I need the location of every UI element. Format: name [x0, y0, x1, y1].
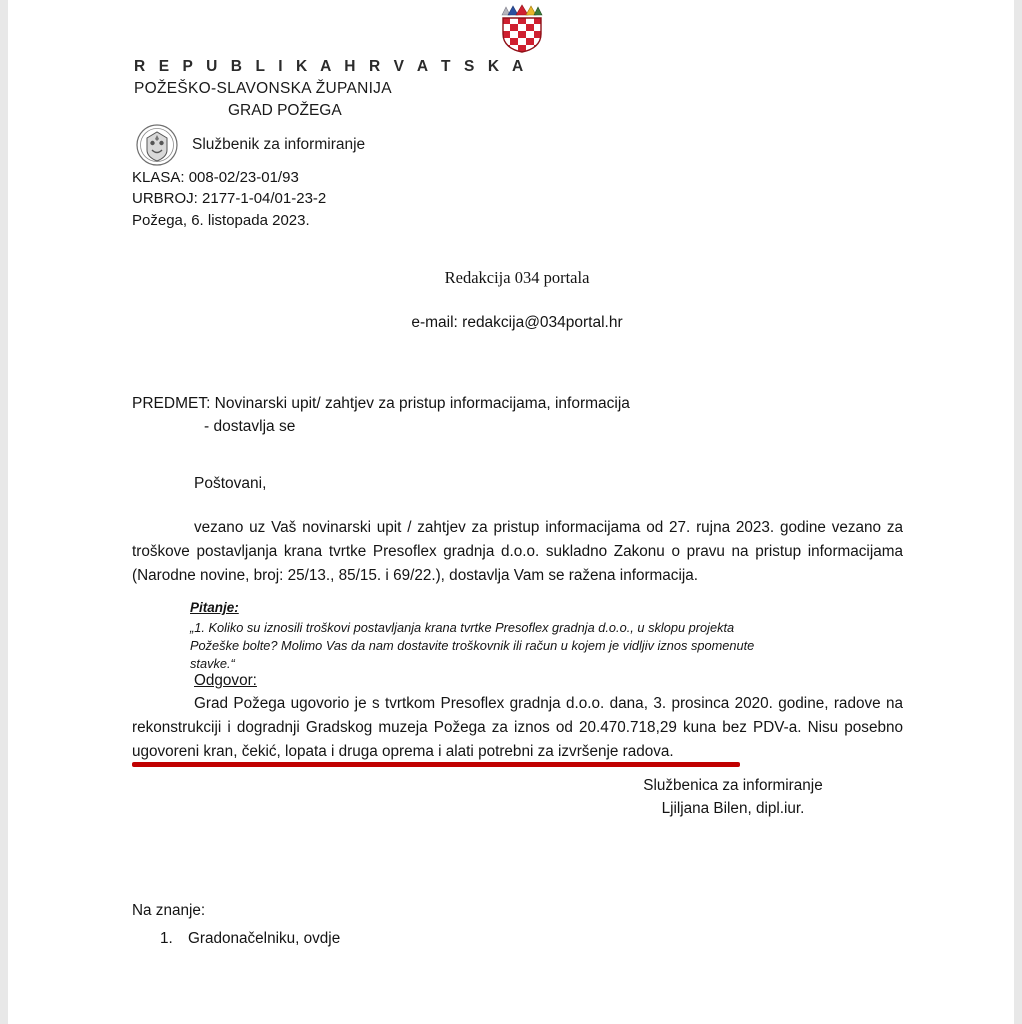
- red-underline-annotation: [132, 762, 740, 767]
- signature-title: Službenica za informiranje: [643, 777, 823, 794]
- place-date-line: Požega, 6. listopada 2023.: [132, 211, 310, 229]
- city-seal-icon: [134, 122, 180, 168]
- subject-block: [132, 392, 630, 439]
- signature-name: Ljiljana Bilen, dipl.iur.: [661, 799, 805, 817]
- county-line: POŽEŠKO-SLAVONSKA ŽUPANIJA: [134, 80, 392, 97]
- notice-item-text: Gradonačelniku, ovdje: [188, 929, 341, 947]
- notice-block: [132, 899, 340, 950]
- answer-paragraph: Grad Požega ugovorio je s tvrtkom Presoflex gradnja d.o.o. dana, 3. prosinca 2020. godine, radove na rekonstrukciji i dogradnji Gradskog muzeja Požega za iznos od 20.470.718,29 kuna bez PDV-a. Nisu posebno ugovoreni kran, čekić, lopata i druga oprema i alati potrebni za izvršenje radova.: [132, 695, 903, 761]
- signature-block: [568, 775, 898, 821]
- document-page: [8, 0, 1014, 1024]
- notice-item: [132, 927, 340, 951]
- recipient-email: e-mail: redakcija@034portal.hr: [411, 314, 623, 331]
- reference-block: [132, 167, 326, 231]
- letterhead: [132, 58, 892, 168]
- city-line: GRAD POŽEGA: [228, 102, 342, 119]
- subject-line-1: PREDMET: Novinarski upit/ zahtjev za pristup informacijama, informacija: [132, 395, 630, 412]
- answer-label: Odgovor:: [194, 672, 257, 689]
- recipient-name: Redakcija 034 portala: [444, 268, 590, 287]
- croatian-coat-of-arms-icon: [8, 4, 1014, 61]
- question-block: [190, 600, 790, 673]
- subject-line-2: - dostavlja se: [204, 418, 296, 436]
- republic-line: R E P U B L I K A H R V A T S K A: [134, 58, 528, 75]
- klasa-line: KLASA: 008-02/23-01/93: [132, 169, 299, 186]
- officer-line: Službenik za informiranje: [192, 136, 366, 153]
- notice-item-number: 1.: [160, 929, 173, 947]
- question-text: „1. Koliko su iznosili troškovi postavljanja krana tvrtke Presoflex gradnja d.o.o., u sklopu projekta Požeške bolte? Molimo Vas da nam dostavite troškovnik ili račun u kojem je vidljiv iznos spomenute stavke.“: [190, 620, 755, 672]
- notice-label: Na znanje:: [132, 902, 206, 919]
- intro-paragraph: vezano uz Vaš novinarski upit / zahtjev za pristup informacijama od 27. rujna 2023. godine vezano za troškove postavljanja krana tvrtke Presoflex gradnja d.o.o. sukladno Zakonu o pravu na pristup informacijama (Narodne novine, broj: 25/13., 85/15. i 69/22.), dostavlja Vam se ražena informacija.: [132, 519, 903, 585]
- question-label: Pitanje:: [190, 600, 239, 615]
- addressee-block: [132, 268, 902, 332]
- salutation: Poštovani,: [194, 475, 267, 492]
- urbroj-line: URBROJ: 2177-1-04/01-23-2: [132, 190, 327, 208]
